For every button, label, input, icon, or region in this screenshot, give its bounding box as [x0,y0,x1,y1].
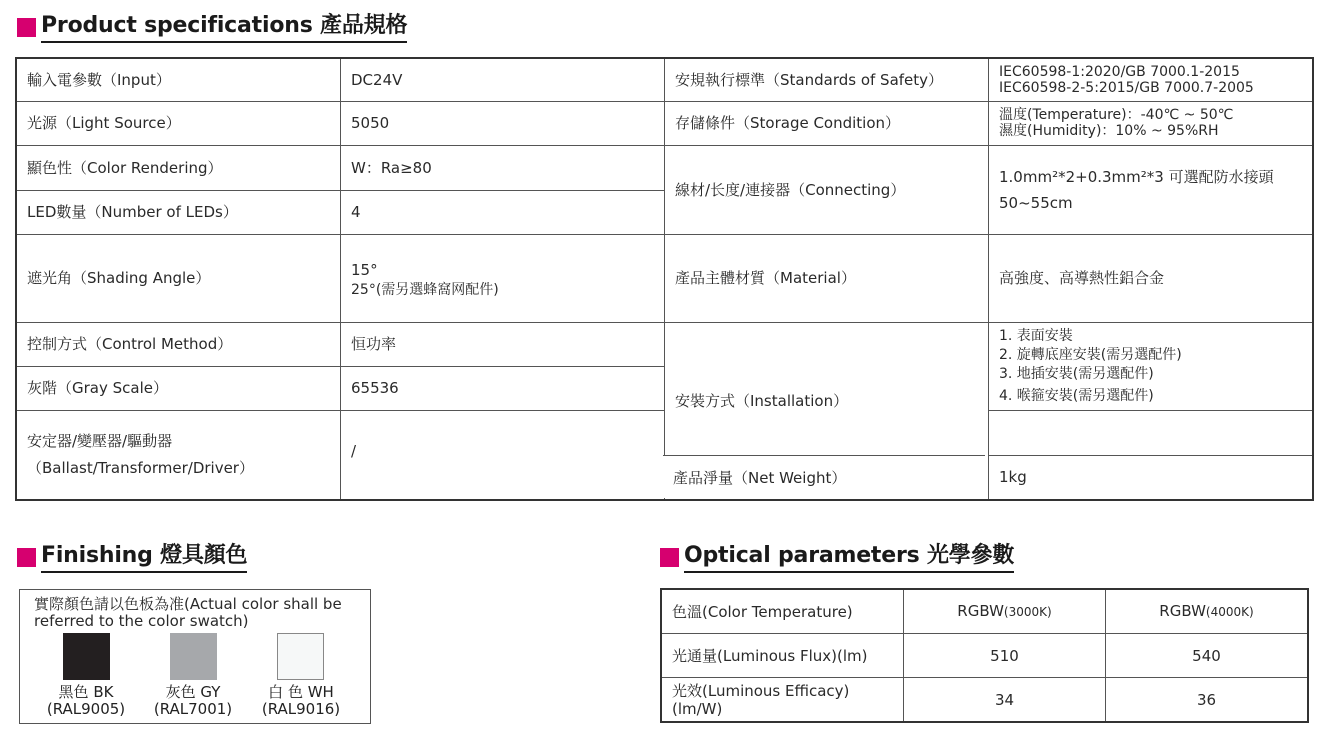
swatch-black [63,633,110,680]
efficacy-col2: 36 [1106,678,1309,723]
installation-label: 安裝方式（Installation） [665,322,989,500]
flux-label: 光通量(Luminous Flux)(lm) [661,634,904,678]
section-marker [660,548,679,567]
swatch-gray [170,633,217,680]
color-temp-col2 [1106,589,1309,634]
connecting-value [989,145,1314,234]
shading-label: 遮光角（Shading Angle） [16,234,341,322]
spec-section-title: Product specifications 產品規格 [41,12,407,43]
shading-value-line: 15° [351,261,378,279]
ballast-label [16,410,341,500]
installation-item: 4. 喉箍安裝(需另選配件) [999,387,1154,404]
light-source-label: 光源（Light Source） [16,101,341,145]
finishing-note: 實際顏色請以色板為准(Actual color shall be referred to the color swatch) [34,595,342,630]
safety-value-line: IEC60598-1:2020/GB 7000.1-2015 [999,63,1240,80]
swatch-gray-name [143,684,243,718]
color-temp-label: 色溫(Color Temperature) [661,589,904,634]
swatch-code: (RAL7001) [153,700,233,718]
swatch-code: (RAL9005) [46,700,126,718]
input-value: DC24V [341,58,665,101]
efficacy-label: 光效(Luminous Efficacy)(lm/W) [661,678,904,723]
weight-value [989,410,1314,500]
optical-table [660,588,1309,723]
material-value: 高強度、高導熱性鋁合金 [989,234,1314,322]
installation-value [989,322,1314,410]
ballast-value: / [341,410,665,500]
storage-value [989,101,1314,145]
swatch-white [277,633,324,680]
safety-label: 安規執行標準（Standards of Safety） [665,58,989,101]
color-temp-col1-main: RGBW [957,602,1004,620]
efficacy-col1: 34 [904,678,1106,723]
weight-value-text: 1kg [999,468,1027,486]
section-marker [17,548,36,567]
input-label: 輸入電參數（Input） [16,58,341,101]
optical-section-title: Optical parameters 光學參數 [684,542,1014,573]
flux-col1: 510 [904,634,1106,678]
color-temp-col2-sub: (4000K) [1205,605,1254,619]
connecting-value-line: 50~55cm [999,193,1073,212]
swatch-label: 白 色 WH [268,683,334,701]
weight-label-cell [663,455,985,498]
light-source-value: 5050 [341,101,665,145]
installation-item: 2. 旋轉底座安裝(需另選配件) [999,346,1182,363]
safety-value-line: IEC60598-2-5:2015/GB 7000.7-2005 [999,79,1254,96]
connecting-value-line: 1.0mm²*2+0.3mm²*3 可選配防水接頭 [999,167,1274,186]
spec-section-header [17,12,407,43]
gray-scale-label: 灰階（Gray Scale） [16,366,341,410]
swatch-black-name [36,684,136,718]
swatch-code: (RAL9016) [261,700,341,718]
ballast-label-line: 安定器/變壓器/驅動器 [27,431,173,450]
safety-value [989,58,1314,101]
spec-table [15,57,1314,501]
finishing-section-header [17,542,247,573]
material-label: 產品主體材質（Material） [665,234,989,322]
swatch-white-name [251,684,351,718]
led-count-label: LED數量（Number of LEDs） [16,190,341,234]
color-temp-col1-sub: (3000K) [1003,605,1052,619]
led-count-value: 4 [341,190,665,234]
shading-value [341,234,665,322]
gray-scale-value: 65536 [341,366,665,410]
installation-item: 1. 表面安裝 [999,327,1073,344]
finishing-box [19,589,371,724]
weight-cell [989,455,1312,499]
color-temp-col2-main: RGBW [1159,602,1206,620]
shading-value-line: 25°(需另選蜂窩网配件) [351,282,499,298]
color-temp-col1 [904,589,1106,634]
optical-section-header [660,542,1014,573]
color-rendering-label: 顯色性（Color Rendering） [16,145,341,190]
ballast-label-line: （Ballast/Transformer/Driver） [27,458,254,477]
storage-value-line: 濕度(Humidity)：10% ~ 95%RH [999,123,1219,139]
flux-col2: 540 [1106,634,1309,678]
connecting-label: 線材/长度/連接器（Connecting） [665,145,989,234]
control-value: 恒功率 [341,322,665,366]
finishing-section-title: Finishing 燈具顏色 [41,542,247,573]
storage-label: 存儲條件（Storage Condition） [665,101,989,145]
swatch-label: 黑色 BK [58,683,114,701]
color-rendering-value: W：Ra≥80 [341,145,665,190]
section-marker [17,18,36,37]
control-label: 控制方式（Control Method） [16,322,341,366]
storage-value-line: 溫度(Temperature)：-40℃ ~ 50℃ [999,107,1234,123]
swatch-label: 灰色 GY [165,683,221,701]
installation-item: 3. 地插安裝(需另選配件) [999,365,1154,382]
weight-label: 產品淨量（Net Weight） [673,468,847,487]
